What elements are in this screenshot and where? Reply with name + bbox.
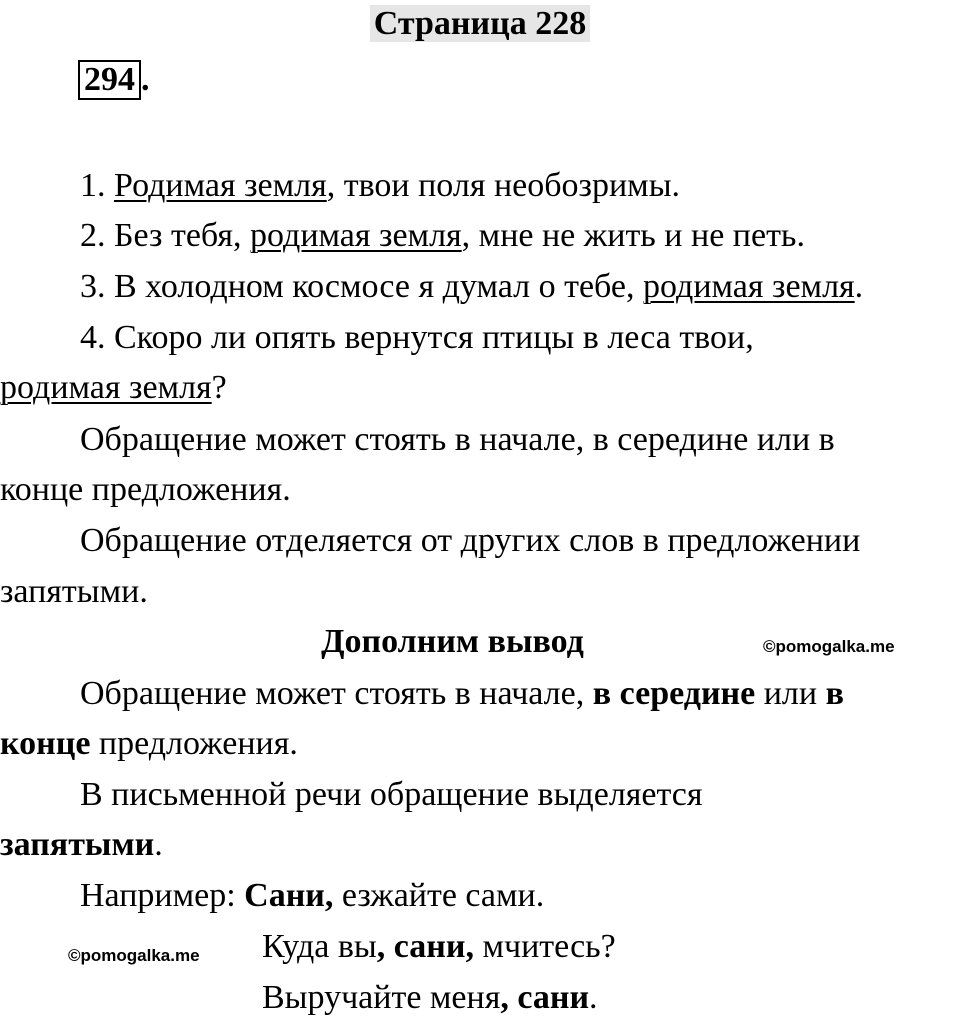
sentence-1-address: Родимая земля — [114, 167, 327, 204]
sentence-2-address: родимая земля — [250, 217, 462, 254]
conclusion-line-1 — [0, 674, 960, 714]
sentence-1-number: 1. — [80, 167, 114, 204]
section-heading: Дополним вывод — [321, 623, 584, 660]
example-label: Например: — [80, 877, 245, 914]
task-number-box: 294 — [78, 60, 141, 100]
sentence-2-rest: , мне не жить и не петь. — [461, 217, 805, 254]
sentence-2-pre: 2. Без тебя, — [80, 217, 250, 254]
conclusion-2-rest: предложения. — [90, 725, 298, 762]
conclusion-4-rest: . — [154, 826, 163, 863]
sentence-4-line-2 — [0, 368, 960, 408]
paragraph-2-line-1: Обращение отделяется от других слов в предложении — [80, 522, 861, 559]
example-2-rest: мчитесь? — [473, 928, 616, 965]
sentence-3-rest: . — [854, 268, 864, 305]
conclusion-1-mid: или — [755, 675, 826, 712]
paragraph-2-line-2: запятыми. — [0, 573, 148, 610]
sentence-4-rest: ? — [211, 369, 227, 406]
watermark-top: ©pomogalka.me — [763, 637, 895, 656]
sentence-4-line-1: 4. Скоро ли опять вернутся птицы в леса твои, — [80, 319, 754, 356]
conclusion-line-2 — [0, 724, 960, 764]
task-number-dot: . — [141, 61, 150, 98]
page-title — [0, 4, 960, 44]
sentence-3-pre: 3. В холодном космосе я думал о тебе, — [80, 268, 643, 305]
conclusion-1-bold-v: в — [825, 675, 844, 712]
example-line-2 — [0, 927, 960, 967]
conclusion-1-bold-middle: в середине — [592, 675, 756, 712]
sentence-3-address: родимая земля — [643, 268, 855, 305]
paragraph-1-line-2: конце предложения. — [0, 471, 291, 508]
sentence-4-address: родимая земля — [0, 369, 212, 406]
sentence-2 — [0, 216, 960, 256]
example-2-bold: , сани, — [376, 928, 474, 965]
watermark-bottom: ©pomogalka.me — [68, 946, 200, 965]
example-2-pre: Куда вы — [262, 928, 377, 965]
example-line-1 — [0, 876, 960, 916]
example-3-pre: Выручайте меня — [262, 979, 501, 1016]
example-3-bold: , сани — [500, 979, 590, 1016]
task-number — [78, 60, 150, 100]
sentence-1 — [0, 166, 960, 206]
example-1-rest: езжайте сами. — [333, 877, 545, 914]
example-1-bold: Сани, — [244, 877, 334, 914]
conclusion-1-pre: Обращение может стоять в начале, — [80, 675, 593, 712]
example-line-3 — [0, 978, 960, 1018]
conclusion-line-4 — [0, 825, 960, 865]
conclusion-2-bold-end: конце — [0, 725, 91, 762]
conclusion-line-3: В письменной речи обращение выделяется — [80, 776, 703, 813]
example-3-rest: . — [589, 979, 598, 1016]
sentence-1-rest: , твои поля необозримы. — [326, 167, 681, 204]
page-title-text: Страница 228 — [370, 5, 590, 42]
paragraph-1-line-1: Обращение может стоять в начале, в середине или в — [80, 421, 835, 458]
sentence-3 — [0, 267, 960, 307]
conclusion-4-bold-commas: запятыми — [0, 826, 155, 863]
